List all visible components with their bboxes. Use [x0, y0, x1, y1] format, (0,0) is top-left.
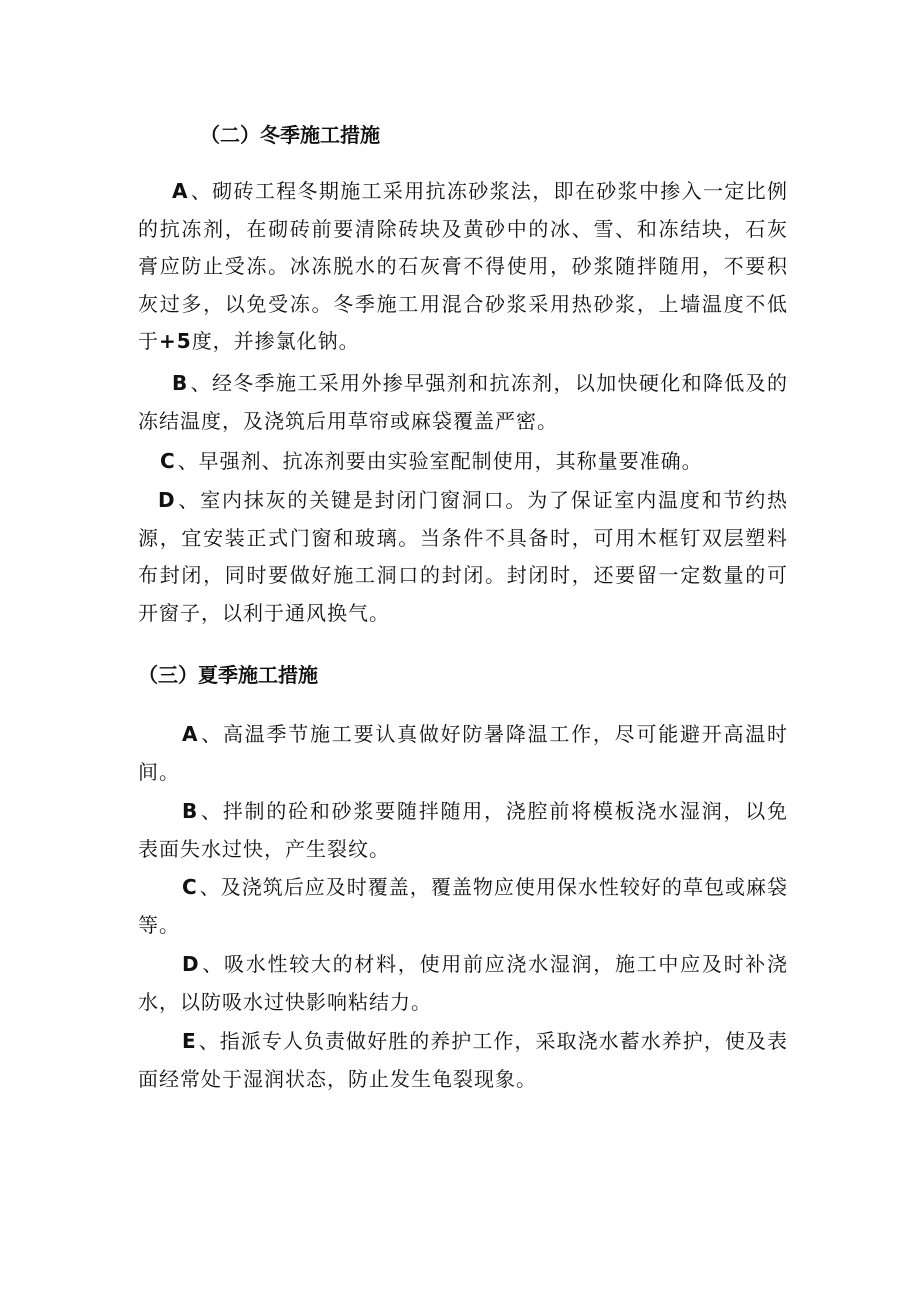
- item-text: 、砌砖工程冬期施工采用抗冻砂浆法，即在砂浆中掺入一定比例的抗冻剂，在砌砖前要清除砖块及黄砂中的冰、雪、和冻结块，石灰膏应防止受冻。冰冻脱水的石灰膏不得使用，砂浆随拌随用，不要积灰过多，以免受冻。冬季施工用混合砂浆采用热砂浆，上墙温度不低于: [138, 179, 788, 353]
- summer-item-e: [138, 1023, 788, 1098]
- summer-item-c: [138, 869, 788, 944]
- temperature-value: +5: [159, 329, 192, 353]
- item-label: B: [182, 799, 199, 823]
- item-label: E: [182, 1029, 197, 1053]
- item-text: 、拌制的砼和砂浆要随拌随用，浇腔前将模板浇水湿润，以免表面失水过快，产生裂纹。: [138, 799, 788, 861]
- item-text: 、及浇筑后应及时覆盖，覆盖物应使用保水性较好的草包或麻袋等。: [138, 875, 788, 937]
- item-text: 、早强剂、抗冻剂要由实验室配制使用，其称量要准确。: [177, 449, 703, 473]
- item-text: 、指派专人负责做好胜的养护工作，采取浇水蓄水养护，使及表面经常处于湿润状态，防止发生龟裂现象。: [138, 1029, 788, 1091]
- item-label: C: [182, 875, 198, 899]
- item-label: A: [182, 722, 199, 746]
- item-text: 、经冬季施工采用外掺早强剂和抗冻剂，以加快硬化和降低及的冻结温度，及浇筑后用草帘或麻袋覆盖严密。: [138, 371, 788, 433]
- item-text: 、室内抹灰的关键是封闭门窗洞口。为了保证室内温度和节约热源，宜安装正式门窗和玻璃。当条件不具备时，可用木框钉双层塑料布封闭，同时要做好施工洞口的封闭。封闭时，还要留一定数量的可开窗子，以利于通风换气。: [138, 488, 788, 625]
- winter-section-heading: （二）冬季施工措施: [200, 123, 380, 147]
- item-text-tail: 度，并掺氯化钠。: [191, 329, 360, 353]
- item-text: 、吸水性较大的材料，使用前应浇水湿润，施工中应及时补浇水，以防吸水过快影响粘结力。: [138, 952, 788, 1014]
- item-label: D: [182, 952, 200, 976]
- summer-section-heading: （三）夏季施工措施: [138, 663, 318, 687]
- winter-item-d: [138, 482, 788, 632]
- item-text: 、高温季节施工要认真做好防暑降温工作，尽可能避开高温时间。: [138, 722, 788, 784]
- item-label: A: [172, 179, 189, 203]
- winter-item-c: [138, 443, 788, 481]
- winter-item-a: [138, 173, 788, 361]
- item-label: B: [172, 371, 189, 395]
- summer-item-b: [138, 793, 788, 868]
- summer-item-d: [138, 946, 788, 1021]
- summer-item-a: [138, 716, 788, 791]
- item-label: D: [158, 488, 176, 512]
- winter-item-b: [138, 365, 788, 440]
- item-label: C: [160, 449, 176, 473]
